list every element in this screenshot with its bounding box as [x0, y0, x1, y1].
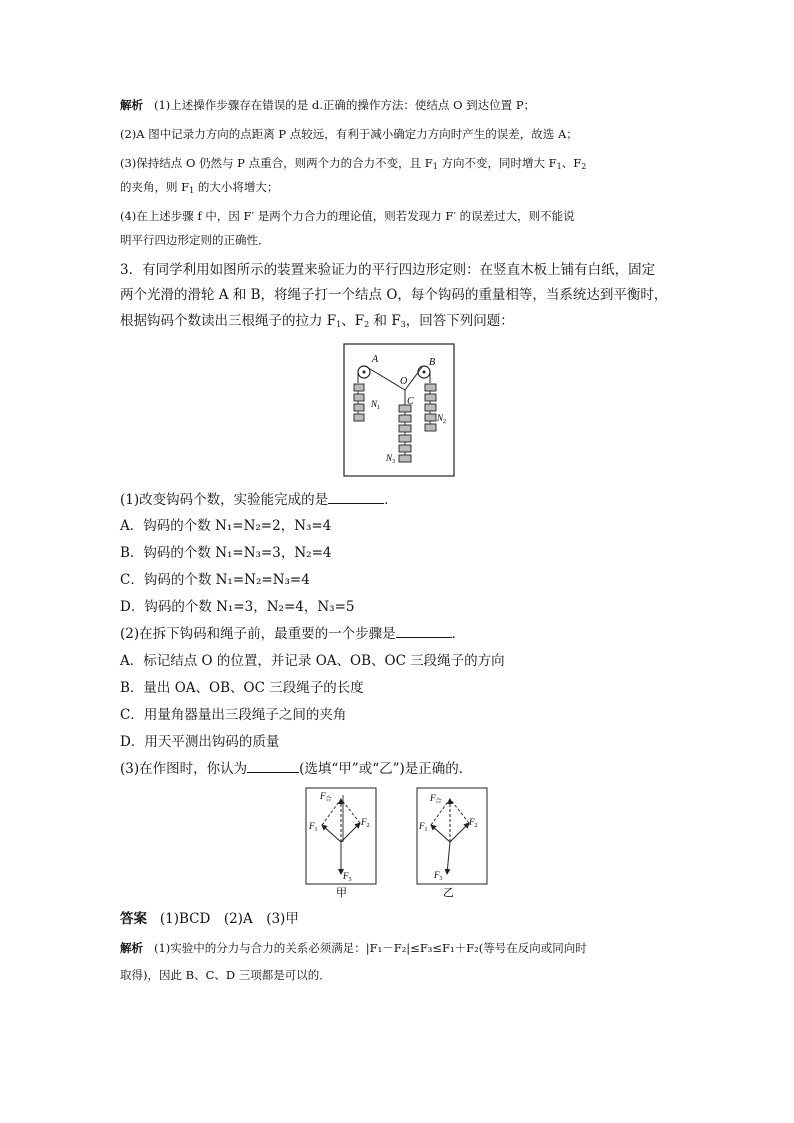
label-f2: $F_2$: [469, 817, 478, 829]
question-line-1: 3．有同学利用如图所示的装置来验证力的平行四边形定则：在竖直木板上铺有白纸，固定: [120, 262, 656, 278]
caption-jia: 甲: [336, 887, 347, 899]
analysis2-line-2: 取得)，因此 B、C、D 三项都是可以的．: [120, 968, 331, 982]
answer-line: [120, 910, 299, 928]
question-line-3: 根据钩码个数读出三根绳子的拉力 $F_1$、$F_2$ 和 $F_3$，回答下列问题：: [120, 313, 514, 329]
pulley-apparatus-figure: [343, 343, 455, 477]
label-f2: $F_2$: [361, 817, 370, 829]
label-b: B: [429, 357, 436, 368]
analysis-text: 方向不变，同时增大 F: [437, 156, 557, 170]
question-text: 和 F: [369, 313, 401, 329]
analysis-text: (3)保持结点 O 仍然与 P 点重合，则两个力的合力不变，且 F: [120, 156, 433, 170]
q3-stem-text: (选填“甲”或“乙”)是正确的．: [299, 761, 473, 777]
label-a: A: [372, 354, 379, 365]
q1-option-a: A．钩码的个数 N₁=N₂=2，N₃=4: [120, 518, 332, 534]
q2-stem: (2)在拆下钩码和绳子前，最重要的一个步骤是 ．: [120, 626, 466, 642]
q2-stem-text: (2)在拆下钩码和绳子前，最重要的一个步骤是: [120, 626, 396, 642]
question-line-2: 两个光滑的滑轮 A 和 B，将绳子打一个结点 O，每个钩码的重量相等，当系统达到平衡时，: [120, 287, 668, 303]
q1-stem: (1)改变钩码个数，实验能完成的是 ．: [120, 492, 398, 508]
vector-diagram-jia: [305, 787, 377, 899]
analysis-text: 、F: [561, 156, 582, 170]
label-c: C: [407, 396, 414, 407]
label-n3: $N_3$: [386, 453, 396, 465]
question-text: ，回答下列问题：: [405, 313, 514, 329]
analysis-line-4: 的夹角，则 $F_1$ 的大小将增大；: [120, 180, 279, 195]
q2-option-b: B．量出 OA、OB、OC 三段绳子的长度: [120, 680, 364, 696]
analysis-line-3: (3)保持结点 O 仍然与 P 点重合，则两个力的合力不变，且 $F_1$ 方向不变，同时增大 $F_1$、$F_2$: [120, 156, 587, 171]
question-text: 、F: [341, 313, 365, 329]
vector-diagram-yi: [416, 787, 488, 899]
analysis-heading: 解析: [120, 941, 143, 955]
q3-stem-text: (3)在作图时，你认为: [120, 761, 248, 777]
label-f-he: $F_合$: [320, 791, 332, 803]
analysis2-line-1: [120, 939, 587, 957]
label-n1: $N_1$: [371, 399, 381, 411]
answer-blank: [328, 491, 384, 504]
caption-yi: 乙: [443, 887, 454, 899]
q1-option-c: C．钩码的个数 N₁=N₂=N₃=4: [120, 572, 310, 588]
label-n2: $N_2$: [437, 413, 447, 425]
label-f3: $F_3$: [343, 871, 352, 883]
analysis-line-5: (4)在上述步骤 f 中，因 F′ 是两个力合力的理论值，则若发现力 F′ 的误差过大，则不能说: [120, 209, 575, 223]
q1-stem-text: (1)改变钩码个数，实验能完成的是: [120, 492, 329, 508]
answer-label: 答案: [120, 911, 147, 927]
q2-option-d: D．用天平测出钩码的质量: [120, 734, 280, 750]
analysis-text: (1)上述操作步骤存在错误的是 d.正确的操作方法：使结点 O 到达位置 P；: [153, 98, 536, 112]
label-f-he: $F_合$: [430, 793, 442, 805]
answer-blank: [247, 760, 299, 773]
question-text: 根据钩码个数读出三根绳子的拉力 F: [120, 313, 337, 329]
answer-blank: [396, 625, 452, 638]
q2-option-c: C．用量角器量出三段绳子之间的夹角: [120, 707, 347, 723]
analysis-heading: 解析: [120, 98, 143, 112]
q3-stem: [120, 760, 472, 778]
answer-text: (1)BCD (2)A (3)甲: [159, 911, 299, 927]
q2-option-a: A．标记结点 O 的位置，并记录 OA、OB、OC 三段绳子的方向: [120, 653, 505, 669]
analysis-line-2: (2)A 图中记录力方向的点距离 P 点较远，有利于减小确定力方向时产生的误差，故选 A；: [120, 127, 578, 141]
analysis-line-6: 明平行四边形定则的正确性．: [120, 233, 270, 247]
label-f1: $F_1$: [419, 821, 428, 833]
analysis-line-1: [120, 96, 535, 114]
q1-option-b: B．钩码的个数 N₁=N₃=3，N₂=4: [120, 545, 332, 561]
analysis-text: 的大小将增大；: [194, 180, 279, 194]
analysis-text: (1)实验中的分力与合力的关系必须满足：|F₁－F₂|≤F₃≤F₁＋F₂(等号在反向或同向时: [153, 941, 587, 955]
label-o: O: [400, 376, 408, 387]
label-f1: $F_1$: [309, 821, 318, 833]
q1-option-d: D．钩码的个数 N₁=3，N₂=4，N₃=5: [120, 599, 355, 615]
label-f3: $F_3$: [434, 870, 443, 882]
analysis-text: 的夹角，则 F: [120, 180, 190, 194]
